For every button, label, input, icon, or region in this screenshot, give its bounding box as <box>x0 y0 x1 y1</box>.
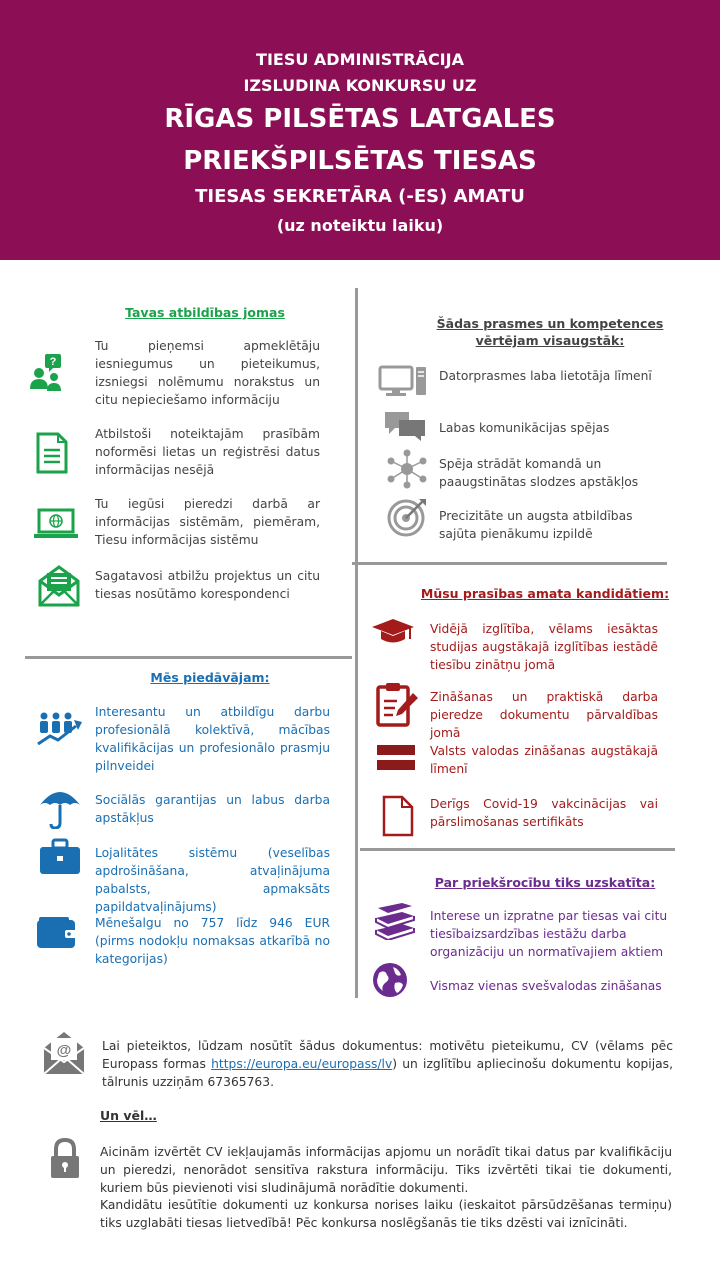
offer-item-2: Sociālās garantijas un labus darba apstākļus <box>95 793 330 825</box>
vertical-divider <box>355 288 358 998</box>
clipboard-pen-icon <box>375 681 419 727</box>
skill-item-2: Labas komunikācijas spējas <box>439 421 610 435</box>
responsibility-item-3: Tu iegūsi pieredzi darbā ar informācijas sistēmām, piemēram, Tiesu informācijas sistēmu <box>95 497 320 547</box>
skill-item-4: Precizitāte un augsta atbildības sajūta pienākumu izpildē <box>439 509 633 541</box>
laptop-globe-icon <box>33 508 79 540</box>
person-question-icon <box>28 353 68 393</box>
europass-link[interactable]: https://europa.eu/europass/lv <box>211 1057 393 1071</box>
network-icon <box>385 449 429 489</box>
email-at-icon <box>42 1030 86 1076</box>
header-term: (uz noteiktu laiku) <box>276 216 444 235</box>
computer-icon <box>378 365 428 397</box>
header-banner <box>0 0 720 260</box>
svg-text:@: @ <box>56 1042 72 1059</box>
responsibility-item-1: Tu pieņemsi apmeklētāju iesniegumus un pieteikumus, izsniegsi nolēmumu norakstus un citu nepieciešamo informāciju <box>95 339 320 407</box>
graduation-cap-icon <box>370 617 416 647</box>
more-title: Un vēl… <box>100 1108 157 1123</box>
offer-title: Mēs piedāvājam: <box>150 670 270 685</box>
requirements-title: Mūsu prasības amata kandidātiem: <box>420 586 670 601</box>
divider-left <box>25 656 352 659</box>
responsibility-item-2: Atbilstoši noteiktajām prasībām noformēsi lietas un reģistrēsi datus informācijas nesējā <box>95 427 320 477</box>
advantage-item-1: Interese un izpratne par tiesas vai citu tiesībaizsardzības iestāžu darba organizāciju un normatīvajiem aktiem <box>430 909 668 959</box>
divider-right-1 <box>352 562 667 565</box>
apply-text-before: Lai pieteiktos, lūdzam nosūtīt šādus dokumentus: motivētu pieteikumu, CV (vēlams pēc Europass formas <box>102 1039 673 1071</box>
skills-title-2: vērtējam visaugstāk: <box>475 333 625 348</box>
offer-item-1: Interesantu un atbildīgu darbu profesionālā kolektīvā, mācības kvalifikācijas un profesionālo prasmju pilnveidei <box>95 705 330 773</box>
advantage-item-2: Vismaz vienas svešvalodas zināšanas <box>430 979 662 993</box>
lock-icon <box>49 1138 81 1180</box>
divider-right-2 <box>360 848 675 851</box>
header-line-1: TIESU ADMINISTRĀCIJA <box>256 50 464 69</box>
offer-item-3: Lojalitātes sistēmu (veselības apdrošināšana, atvaļinājuma pabalsts, apmaksāts papildatvaļinājums) <box>95 846 330 914</box>
books-icon <box>372 902 416 940</box>
requirement-item-4: Derīgs Covid-19 vakcinācijas vai pārslimošanas sertifikāts <box>430 797 658 829</box>
document-icon <box>36 432 68 474</box>
header-position: TIESAS SEKRETĀRA (-ES) AMATU <box>195 186 525 207</box>
wallet-icon <box>35 916 77 950</box>
requirement-item-2: Zināšanas un praktiskā darba pieredze dokumentu pārvaldības jomā <box>430 690 658 740</box>
responsibility-item-4: Sagatavosi atbilžu projektus un citu tiesas nosūtāmo korespondenci <box>95 569 320 601</box>
more-paragraph-1: Aicinām izvērtēt CV iekļaujamās informācijas apjomu un norādīt tikai datus par kvalifikāciju un pieredzi, nenorādot sensitīva rakstura informāciju. Tiks izvērtēti tikai tie dokumenti, kuriem būs pievienoti visi sludinājumā norādītie dokumenti. <box>100 1145 672 1195</box>
header-line-2: IZSLUDINA KONKURSU UZ <box>243 76 477 95</box>
globe-icon <box>371 961 409 999</box>
flag-icon <box>377 745 415 771</box>
umbrella-icon <box>38 785 82 829</box>
responsibilities-title: Tavas atbildības jomas <box>125 305 285 320</box>
requirement-item-1: Vidējā izglītība, vēlams iesāktas studijas augstākajā izglītības iestādē tiesību zinātņu jomā <box>430 622 658 672</box>
chat-bubbles-icon <box>383 410 427 442</box>
header-court-name-1: RĪGAS PILSĒTAS LATGALES <box>164 104 556 134</box>
envelope-open-icon <box>38 565 80 607</box>
team-growth-icon <box>36 712 84 746</box>
apply-text-after: ) un izglītību apliecinošu dokumentu kopijas, tālrunis uzziņām 67365763. <box>102 1057 673 1089</box>
page-icon <box>382 795 414 837</box>
skills-title-1: Šādas prasmes un kompetences <box>436 316 664 331</box>
advantage-title: Par priekšrocību tiks uzskatīta: <box>434 875 656 890</box>
briefcase-icon <box>38 838 82 876</box>
header-court-name-2: PRIEKŠPILSĒTAS TIESAS <box>183 146 537 176</box>
offer-item-4: Mēnešalgu no 757 līdz 946 EUR (pirms nodokļu nomaksas atkarībā no kategorijas) <box>95 916 330 966</box>
requirement-item-3: Valsts valodas zināšanas augstākajā līmenī <box>430 744 658 776</box>
more-paragraph-2: Kandidātu iesūtītie dokumenti uz konkursa norises laiku (ieskaitot pārsūdzēšanas termiņu) tiks uzglabāti tiesas lietvedībā! Pēc konkursa noslēgšanās tie tiks dzēsti vai iznīcināti. <box>100 1198 672 1230</box>
skill-item-1: Datorprasmes laba lietotāja līmenī <box>439 369 652 383</box>
apply-text <box>102 1037 673 1091</box>
svg-text:?: ? <box>49 356 57 368</box>
target-icon <box>386 497 428 537</box>
skill-item-3: Spēja strādāt komandā un paaugstinātas slodzes apstākļos <box>439 457 639 489</box>
